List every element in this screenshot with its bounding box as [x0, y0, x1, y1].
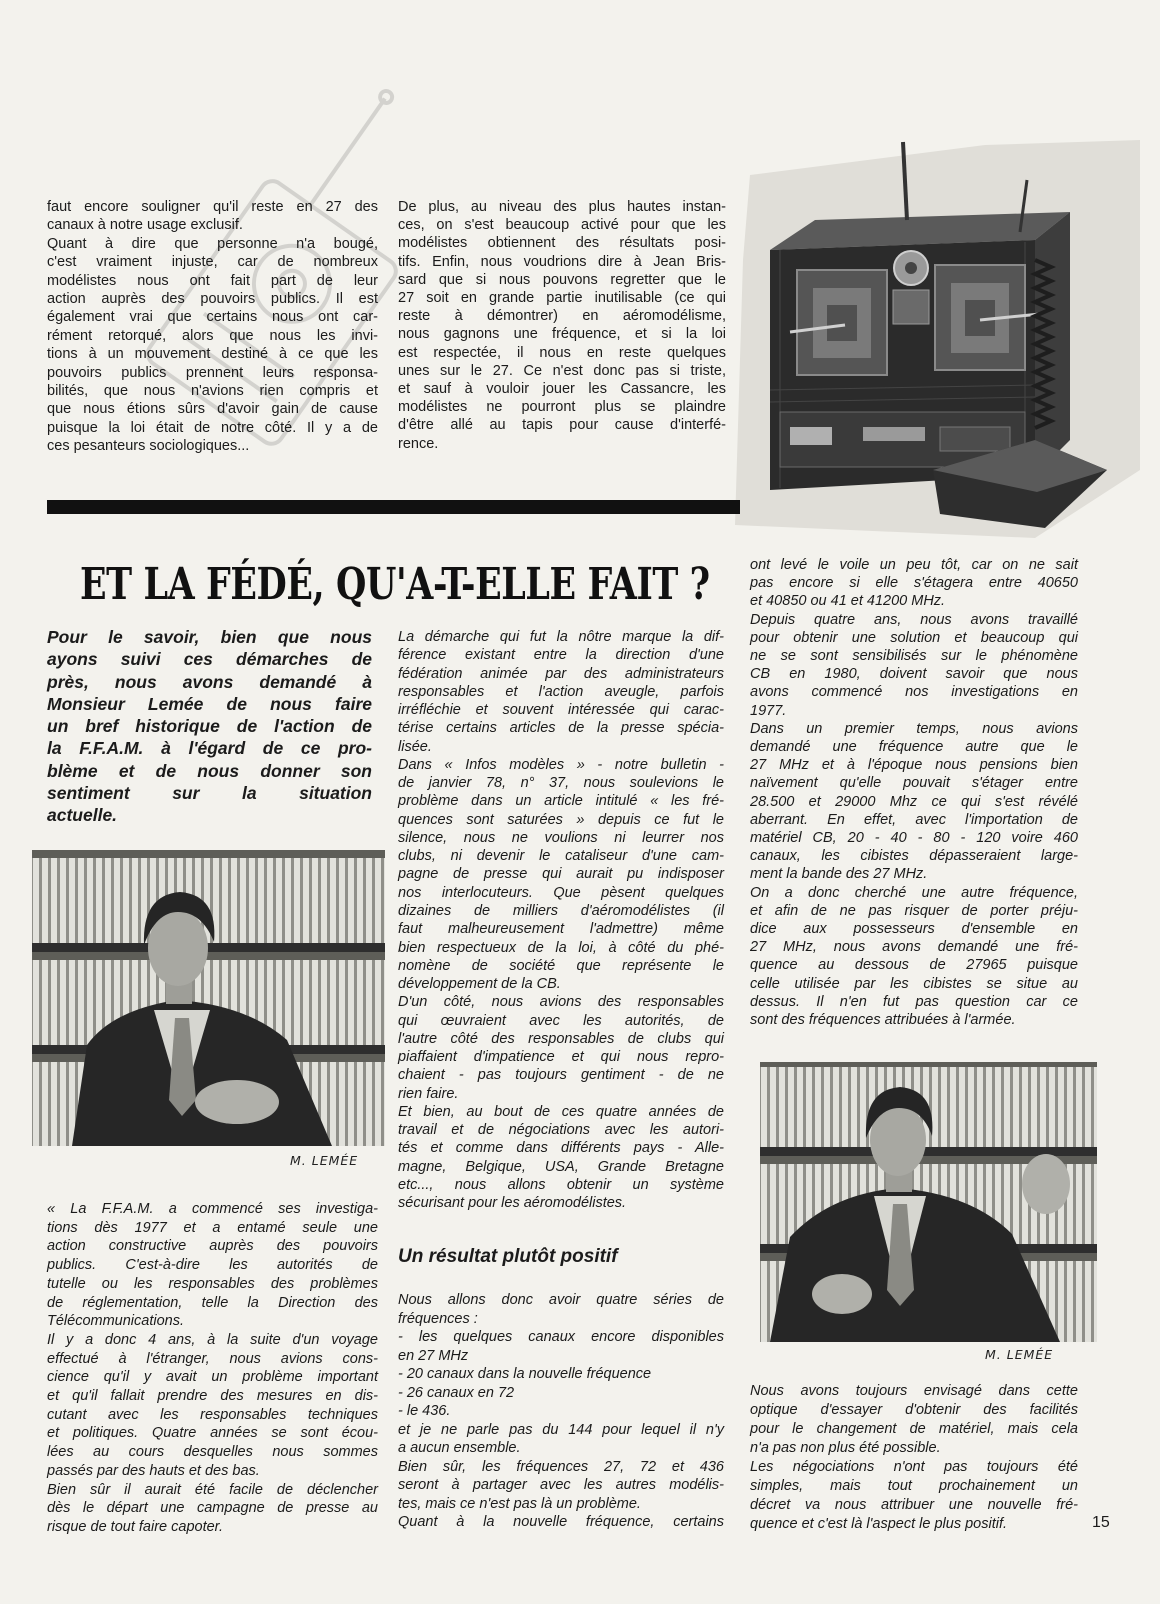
text-line: 28.500 et 29000 Mhz ce qui s'est révélé — [750, 793, 1078, 810]
text-line: ment la bande des 27 MHz. — [750, 866, 928, 883]
heading-text: ET LA FÉDÉ, QU'A-T-ELLE FAIT ? — [80, 559, 710, 610]
text-line: - 26 canaux en 72 — [398, 1384, 515, 1401]
interview-column-left — [47, 1200, 378, 1537]
photo-m-lemee-seated — [32, 850, 385, 1146]
text-line: tifs. Enfin, nous voudrions dire à Jean Bris- — [398, 253, 726, 270]
interview-column-right-continued — [750, 1382, 1078, 1534]
text-line: Depuis quatre ans, nous avons travaillé — [750, 611, 1078, 628]
text-line: ont levé le voile un peu tôt, car on ne sait — [750, 557, 1078, 573]
text-line: pouvoirs publics prennent leurs responsa- — [47, 364, 378, 381]
text-line: ne se sont sensibilisés sur le phénomène — [750, 648, 1078, 665]
text-line: et je ne parle pas du 144 pour lequel il n'y — [398, 1421, 724, 1438]
text-line: pagne de presse qui aurait pu indisposer — [398, 866, 724, 883]
text-line: en 27 MHz — [398, 1347, 469, 1364]
text-line: celle utilisée par les cibistes se situe au — [750, 975, 1078, 992]
text-line: magne, Belgique, USA, Grande Bretagne — [398, 1158, 724, 1175]
text-line: c'est vraiment injuste, car de nombreux — [47, 254, 378, 271]
text-line: unes sur le 27. Ce n'est donc pas si triste, — [398, 362, 726, 379]
text-line: modélistes ne pourront plus se plaindre — [398, 399, 726, 416]
text-line: naïvement qu'elle pouvait s'étager entre — [750, 775, 1078, 792]
text-line: action constructive auprès des pouvoirs — [47, 1238, 378, 1255]
text-line: demandé une fréquence autre que le — [750, 739, 1078, 756]
text-line: Nous avons toujours envisagé dans cette — [750, 1383, 1078, 1399]
page-number: 15 — [1092, 1514, 1110, 1531]
text-line: Bien sûr il aurait été facile de déclencher — [47, 1481, 378, 1498]
cb-radio-image — [735, 140, 1140, 540]
text-line: pour le changement de matériel, mais cela — [750, 1421, 1078, 1437]
interview-column-right — [750, 556, 1078, 1029]
text-line: dizaines de milliers d'aéromodélistes (il — [398, 902, 724, 919]
text-line: canaux à notre usage exclusif. — [47, 217, 243, 234]
text-line: qui œuvraient avec les autorités, de — [398, 1012, 724, 1029]
text-line: quence au dessous de 27965 puisque — [750, 957, 1078, 974]
text-line: quences sont saturées » depuis ce fut le — [398, 811, 724, 828]
interview-column-middle-continued — [398, 1291, 724, 1532]
text-line: risque de tout faire capoter. — [47, 1518, 223, 1535]
text-line: cutant avec les responsables techniques — [47, 1406, 378, 1423]
text-line: tutelle ou les responsables des problèmes — [47, 1275, 378, 1292]
text-line: optique d'essayer d'obtenir des facilités — [750, 1402, 1078, 1418]
text-line: de réglementation, telle la Direction des — [47, 1294, 378, 1311]
photo-caption: M. LEMÉE — [290, 1153, 359, 1168]
text-line: - les quelques canaux encore disponibles — [398, 1329, 724, 1345]
text-line: quence et c'est là l'aspect le plus positif. — [750, 1516, 1008, 1532]
photo-m-lemee-gesturing — [760, 1062, 1097, 1342]
text-line: un bref historique de l'action de — [47, 716, 372, 736]
text-line: que nous étions sûrs d'avoir gain de cause — [47, 401, 378, 418]
text-line: lées au cours desquelles nous sommes — [47, 1444, 378, 1461]
text-line: action auprès des pouvoirs publics. Il est — [47, 291, 378, 308]
text-line: rien faire. — [398, 1085, 459, 1102]
text-line: On a donc cherché une autre fréquence, — [750, 884, 1078, 901]
text-line: effectué à l'étranger, nous avions cons- — [47, 1350, 378, 1367]
text-line: Monsieur Lemée de nous faire — [47, 693, 372, 714]
text-line: problème dans un article intitulé « les fré- — [398, 793, 724, 810]
text-line: 27 soit en grande partie inutilisable (ce qui — [398, 290, 726, 307]
text-line: - 20 canaux dans la nouvelle fréquence — [398, 1366, 652, 1382]
text-line: près, nous avons demandé à — [47, 671, 372, 692]
text-line: modélistes nous ont fait part de leur — [47, 272, 378, 289]
text-line: Quant à dire que personne n'a bougé, — [47, 235, 378, 252]
text-line: clubs, ni devenir le cataliseur d'une cam- — [398, 848, 724, 865]
text-line: canaux, les cibistes dépasseraient large- — [750, 848, 1078, 865]
text-line: fédération animée par des administrateurs — [398, 665, 724, 682]
text-line: actuelle. — [47, 805, 118, 825]
text-line: la F.F.A.M. à l'égard de ce pro- — [47, 738, 372, 759]
text-line: pour obtenir une solution et beaucoup qui — [750, 629, 1078, 646]
text-line: D'un côté, nous avions des responsables — [398, 994, 724, 1011]
text-line: térise certains articles de la presse spécia- — [398, 720, 724, 737]
text-line: ces pesanteurs sociologiques... — [47, 438, 250, 455]
interview-column-middle — [398, 628, 724, 1213]
text-line: nous gagnons une fréquence, et si la loi — [398, 326, 726, 343]
text-line: faut malheureusement l'admettre) même — [398, 921, 724, 938]
section-subheading: Un résultat plutôt positif — [398, 1246, 618, 1267]
text-line: matériel CB, 20 - 40 - 80 - 120 voire 460 — [750, 830, 1078, 847]
text-line: chaient - pas toujours gentiment - de ne — [398, 1067, 724, 1084]
text-line: 1977. — [750, 702, 787, 719]
text-line: reste à démontrer) en aéromodélisme, — [398, 308, 726, 325]
text-line: Dans un premier temps, nous avions — [750, 720, 1078, 737]
text-line: seront à partager avec les autres modélis- — [398, 1477, 724, 1493]
text-line: l'autre côté des responsables de clubs qui — [398, 1030, 724, 1047]
text-line: Quant à la nouvelle fréquence, certains — [398, 1514, 724, 1530]
top-column-right — [398, 198, 726, 453]
text-line: est respectée, il nous en reste quelques — [398, 344, 726, 361]
text-line: Nous allons donc avoir quatre séries de — [398, 1292, 724, 1308]
text-line: d'être allé au tapis pour cause d'interfé- — [398, 417, 726, 434]
text-line: silence, nous ne voulions ni leurrer nos — [398, 829, 724, 846]
text-line: CB en 1980, doivent savoir que nous — [750, 666, 1078, 683]
text-line: lisée. — [398, 738, 432, 755]
text-line: rément retorqué, alors que nous les invi- — [47, 327, 378, 344]
text-line: également vrai que certains nous ont car- — [47, 309, 378, 326]
text-line: Bien sûr, les fréquences 27, 72 et 436 — [398, 1458, 724, 1475]
text-line: et sauf à vouloir jouer les Cassancre, les — [398, 381, 726, 398]
text-line: et politiques. Quatre années se sont écou- — [47, 1425, 378, 1442]
text-line: décret va nous attribuer une nouvelle fré- — [750, 1497, 1078, 1513]
intro-text — [47, 626, 372, 826]
text-line: ayons suivi ces démarches de — [47, 649, 372, 670]
text-line: sentiment sur la situation — [47, 782, 372, 803]
text-line: irréfléchie et souvent intéressée qui carac- — [398, 702, 724, 719]
text-line: Les négociations n'ont pas toujours été — [750, 1459, 1078, 1475]
text-line: développement de la CB. — [398, 976, 561, 993]
text-line: n'a pas non plus été possible. — [750, 1440, 941, 1456]
section-divider-bar — [47, 500, 740, 514]
text-line: simples, mais tout prochainement un — [750, 1478, 1078, 1494]
text-line: dessus. Il n'en fut pas question car ce — [750, 993, 1078, 1010]
text-line: 27 MHz et à l'époque nous pensions bien — [750, 757, 1078, 774]
text-line: responsables et l'action aveugle, parfois — [398, 683, 724, 700]
text-line: Télécommunications. — [47, 1313, 184, 1330]
text-line: etc..., nous allons obtenir un système — [398, 1176, 724, 1193]
text-line: bilités, que nous n'avions rien compris et — [47, 383, 378, 400]
text-line: tes, mais ce n'est pas là un problème. — [398, 1495, 641, 1512]
text-line: La démarche qui fut la nôtre marque la dif- — [398, 629, 724, 645]
text-line: passés par des hauts et des bas. — [47, 1462, 260, 1479]
text-line: sont des fréquences attribuées à l'armée. — [750, 1012, 1016, 1029]
text-line: Pour le savoir, bien que nous — [47, 627, 372, 647]
text-line: bien respectueux de la loi, à côté du phé- — [398, 939, 724, 956]
text-line: tions dès 1977 et a entamé seule une — [47, 1219, 378, 1236]
text-line: piaffaient d'impatience et qui nous repro- — [398, 1049, 724, 1066]
text-line: publics. C'est-à-dire les autorités de — [47, 1257, 378, 1274]
text-line: 27 MHz, nous avons demandé une fré- — [750, 939, 1078, 956]
text-line: et qu'il fallait prendre des mesures en dis- — [47, 1388, 378, 1405]
text-line: nos interlocuteurs. Que pèsent quelques — [398, 884, 724, 901]
text-line: avons commencé nos investigations en — [750, 684, 1078, 701]
text-line: Il y a donc 4 ans, à la suite d'un voyage — [47, 1331, 378, 1348]
text-line: puisque la loi était de notre côté. Il y a de — [47, 419, 378, 436]
text-line: dès le départ une campagne de presse au — [47, 1500, 378, 1517]
text-line: pas encore si elle s'étagera entre 40650 — [750, 575, 1078, 592]
text-line: De plus, au niveau des plus hautes instan- — [398, 199, 726, 215]
text-line: nomène de société que représente le — [398, 957, 724, 974]
text-line: de janvier 78, n° 37, nous soulevions le — [398, 775, 724, 792]
top-column-left — [47, 198, 378, 456]
text-line: « La F.F.A.M. a commencé ses investiga- — [47, 1201, 378, 1217]
text-line: - le 436. — [398, 1403, 451, 1419]
text-line: Et bien, au bout de ces quatre années de — [398, 1103, 724, 1120]
text-line: dice aux possesseurs d'ensemble en — [750, 921, 1078, 938]
text-line: férence existant entre la direction d'une — [398, 647, 724, 664]
text-line: cience qu'il y avait un problème important — [47, 1369, 378, 1386]
text-line: travail et de négociations avec les autori- — [398, 1122, 724, 1139]
text-line: rence. — [398, 435, 439, 452]
text-line: blème et de nous donner son — [47, 760, 372, 781]
text-line: tions à un mouvement destiné à ce que les — [47, 346, 378, 363]
text-line: sécurisant pour les aéromodélistes. — [398, 1195, 627, 1212]
article-heading — [80, 560, 710, 610]
text-line: tés et comme dans différents pays - Alle- — [398, 1140, 724, 1157]
photo-caption: M. LEMÉE — [985, 1347, 1054, 1362]
text-line: et 40850 ou 41 et 41200 MHz. — [750, 593, 946, 610]
text-line: Dans « Infos modèles » - notre bulletin - — [398, 756, 724, 773]
text-line: sard que si nous pouvons regretter que le — [398, 271, 726, 288]
text-line: faut encore souligner qu'il reste en 27 des — [47, 199, 378, 215]
text-line: et afin de ne pas risquer de porter préju- — [750, 902, 1078, 919]
text-line: fréquences : — [398, 1310, 478, 1327]
text-line: ces, on s'est beaucoup activé pour que les — [398, 217, 726, 234]
text-line: aberrant. En effet, avec l'importation de — [750, 811, 1078, 828]
text-line: modélistes obtiennent des résultats posi- — [398, 235, 726, 252]
text-line: a aucun ensemble. — [398, 1440, 521, 1456]
